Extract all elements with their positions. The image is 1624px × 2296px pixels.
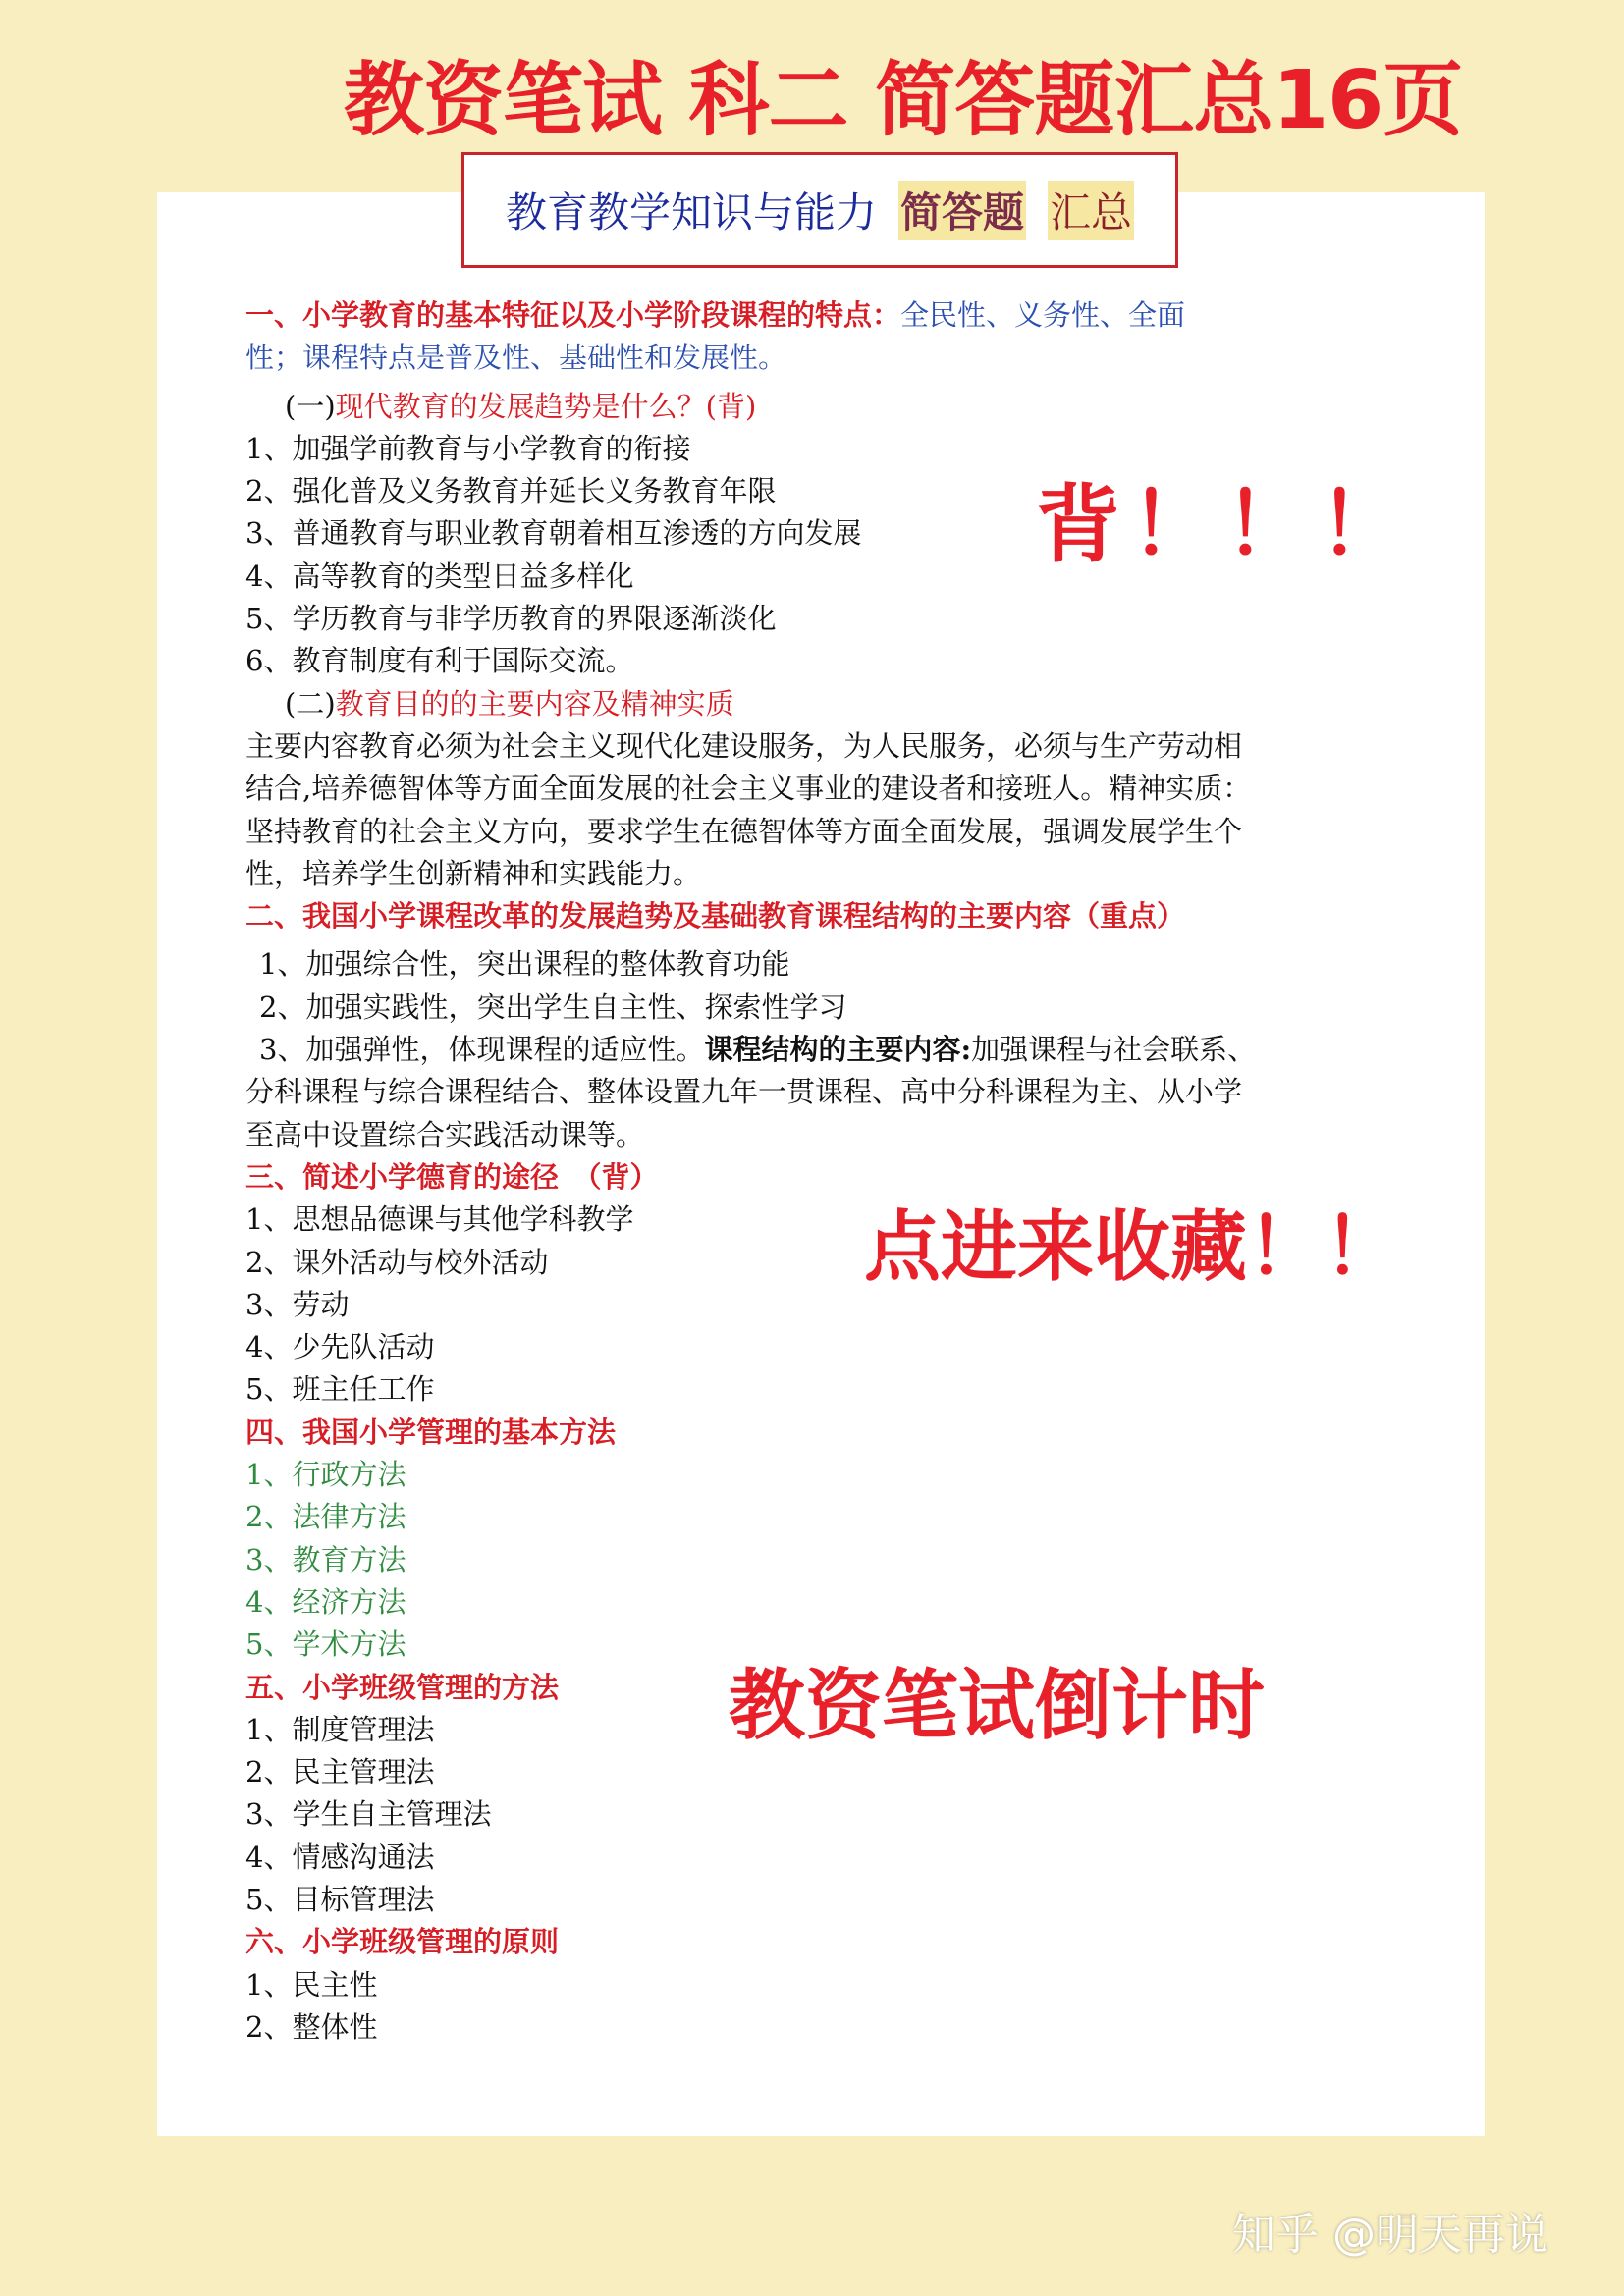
section-2-line: 至高中设置综合实践活动课等。 <box>245 1117 645 1151</box>
section-2-item-3 <box>245 1029 1384 1071</box>
item-3-text: 3、加强弹性，体现课程的适应性。 <box>259 1033 705 1067</box>
list-item: 3、普通教育与职业教育朝着相互渗透的方向发展 <box>245 516 862 551</box>
list-item: 2、课外活动与校外活动 <box>245 1245 549 1279</box>
list-item: 1、加强学前教育与小学教育的衔接 <box>245 431 691 465</box>
question-2-paragraph-line: 结合,培养德智体等方面全面发展的社会主义事业的建设者和接班人。精神实质： <box>245 772 1252 806</box>
list-item: 1、加强综合性，突出课程的整体教育功能 <box>259 947 790 982</box>
list-item: 6、教育制度有利于国际交流。 <box>245 644 634 678</box>
list-item: 2、整体性 <box>245 2009 378 2044</box>
recite-stamp: 背！！！ <box>1036 476 1413 574</box>
question-1-heading <box>245 386 1384 428</box>
list-item: 3、教育方法 <box>245 1542 406 1576</box>
question-1-prefix: (一) <box>285 389 336 423</box>
list-item: 5、学术方法 <box>245 1628 406 1662</box>
list-item: 3、学生自主管理法 <box>245 1797 492 1832</box>
question-1-title: 现代教育的发展趋势是什么？(背) <box>335 389 757 423</box>
list-item: 2、民主管理法 <box>245 1755 435 1789</box>
list-item: 2、法律方法 <box>245 1500 406 1534</box>
structure-text: 加强课程与社会联系、 <box>971 1033 1257 1067</box>
subtitle-summary: 汇总 <box>1048 181 1134 240</box>
question-2-prefix: (二) <box>285 686 336 721</box>
list-item: 2、强化普及义务教育并延长义务教育年限 <box>245 474 777 508</box>
zhihu-watermark: 知乎 @明天再说 <box>1232 2210 1548 2260</box>
section-1 <box>245 294 1384 337</box>
section-3-heading: 三、简述小学德育的途径 （背） <box>245 1159 659 1194</box>
list-item: 1、民主性 <box>245 1967 378 2002</box>
section-1-answer-cont: 性；课程特点是普及性、基础性和发展性。 <box>245 341 787 375</box>
question-2-heading <box>245 683 1384 725</box>
subtitle-type: 简答题 <box>898 181 1026 240</box>
subtitle-box <box>461 152 1178 268</box>
main-title: 教资笔试 科二 简答题汇总16页 <box>344 54 1463 147</box>
section-1-answer: 全民性、义务性、全面 <box>900 298 1186 332</box>
question-2-paragraph-line: 性，培养学生创新精神和实践能力。 <box>245 856 702 890</box>
list-item: 4、高等教育的类型日益多样化 <box>245 559 634 593</box>
section-4-heading: 四、我国小学管理的基本方法 <box>245 1415 617 1449</box>
question-2-paragraph-line: 主要内容教育必须为社会主义现代化建设服务，为人民服务，必须与生产劳动相 <box>245 728 1243 763</box>
list-item: 1、思想品德课与其他学科教学 <box>245 1202 634 1237</box>
list-item: 4、情感沟通法 <box>245 1840 435 1874</box>
section-1-heading: 一、小学教育的基本特征以及小学阶段课程的特点： <box>245 298 901 332</box>
list-item: 5、学历教育与非学历教育的界限逐渐淡化 <box>245 602 777 636</box>
list-item: 2、加强实践性，突出学生自主性、探索性学习 <box>259 989 847 1024</box>
collect-stamp: 点进来收藏！！ <box>864 1203 1401 1292</box>
question-2-title: 教育目的的主要内容及精神实质 <box>335 686 734 721</box>
list-item: 4、少先队活动 <box>245 1330 435 1364</box>
list-item: 5、班主任工作 <box>245 1372 435 1407</box>
list-item: 5、目标管理法 <box>245 1882 435 1916</box>
list-item: 3、劳动 <box>245 1287 350 1321</box>
section-2-heading: 二、我国小学课程改革的发展趋势及基础教育课程结构的主要内容（重点） <box>245 899 1186 934</box>
subtitle-subject: 教育教学知识与能力 <box>505 188 877 237</box>
list-item: 1、行政方法 <box>245 1458 406 1492</box>
structure-label: 课程结构的主要内容: <box>704 1033 972 1067</box>
question-2-paragraph-line: 坚持教育的社会主义方向，要求学生在德智体等方面全面发展，强调发展学生个 <box>245 814 1243 848</box>
section-6-heading: 六、小学班级管理的原则 <box>245 1925 560 1959</box>
countdown-stamp: 教资笔试倒计时 <box>729 1662 1266 1750</box>
list-item: 1、制度管理法 <box>245 1712 435 1746</box>
list-item: 4、经济方法 <box>245 1584 406 1619</box>
section-2-line: 分科课程与综合课程结合、整体设置九年一贯课程、高中分科课程为主、从小学 <box>245 1075 1243 1109</box>
section-5-heading: 五、小学班级管理的方法 <box>245 1670 560 1704</box>
